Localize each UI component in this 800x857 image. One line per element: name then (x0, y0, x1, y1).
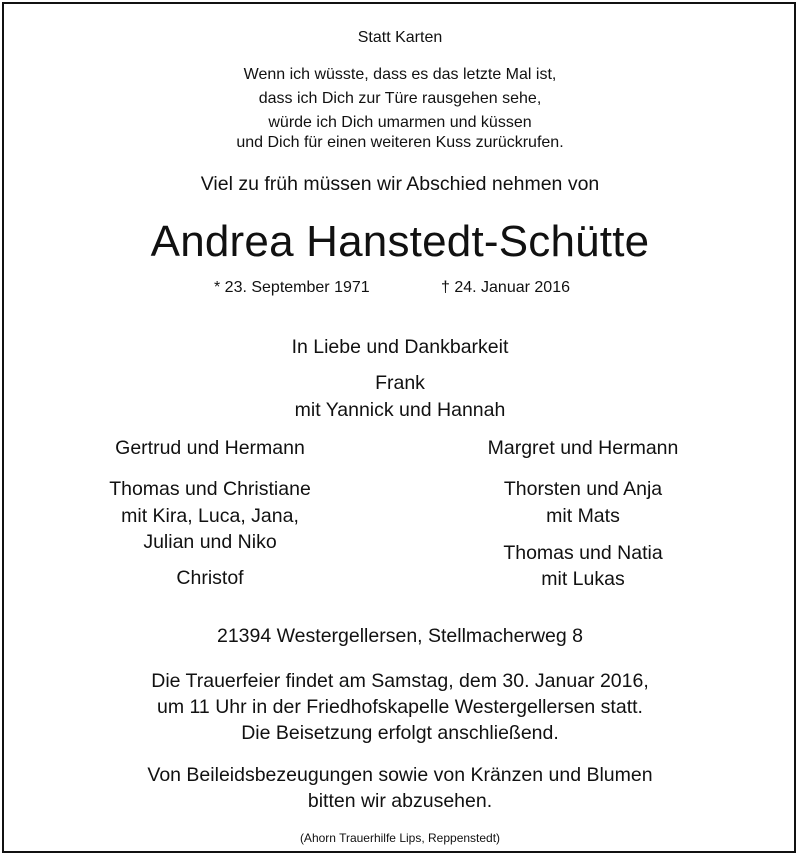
mourner-line: Christof (176, 567, 244, 589)
poem-line: und Dich für einen weiteren Kuss zurückrufen. (236, 134, 564, 151)
mourner-line: Thorsten und Anja (503, 478, 663, 500)
death-date: † 24. Januar 2016 (441, 279, 570, 296)
intro-line: Viel zu früh müssen wir Abschied nehmen von (200, 173, 600, 195)
mourner-line: mit Lukas (541, 568, 625, 590)
mourner-line: Julian und Niko (143, 531, 277, 553)
request-line: bitten wir abzusehen. (307, 790, 493, 812)
ceremony-line: um 11 Uhr in der Friedhofskapelle Westergellersen statt. (157, 696, 643, 718)
deceased-name: Andrea Hanstedt-Schütte (150, 217, 650, 266)
mourner-line: mit Kira, Luca, Jana, (121, 505, 299, 527)
address: 21394 Westergellersen, Stellmacherweg 8 (216, 625, 583, 647)
poem-line: dass ich Dich zur Türe rausgehen sehe, (258, 90, 542, 107)
poem-line: würde ich Dich umarmen und küssen (268, 114, 532, 131)
mourner-line: Thomas und Natia (503, 542, 663, 564)
mourner-line: Gertrud und Hermann (115, 437, 305, 459)
family-main-line: mit Yannick und Hannah (294, 399, 506, 421)
mourners-intro: In Liebe und Dankbarkeit (291, 336, 509, 358)
birth-date: * 23. September 1971 (214, 279, 370, 296)
ceremony-line: Die Trauerfeier findet am Samstag, dem 30. Januar 2016, (151, 670, 649, 692)
mourner-line: Thomas und Christiane (109, 478, 311, 500)
mourner-line: Margret und Hermann (487, 437, 679, 459)
ceremony-line: Die Beisetzung erfolgt anschließend. (241, 722, 559, 744)
footer-undertaker: (Ahorn Trauerhilfe Lips, Reppenstedt) (299, 831, 501, 845)
mourner-line: mit Mats (546, 505, 620, 527)
poem-line: Wenn ich wüsste, dass es das letzte Mal ist, (243, 66, 557, 83)
family-main-line: Frank (375, 372, 425, 394)
request-line: Von Beileidsbezeugungen sowie von Kränzen und Blumen (147, 764, 653, 786)
header-statt-karten: Statt Karten (357, 29, 443, 46)
